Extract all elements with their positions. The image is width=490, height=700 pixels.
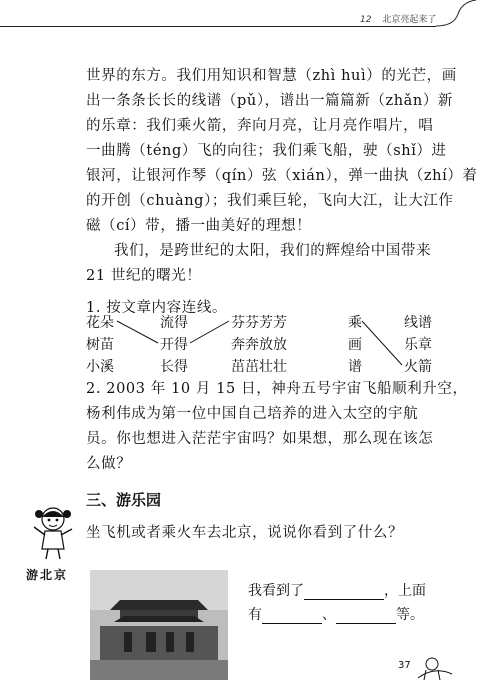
corner-figure-icon bbox=[414, 648, 456, 682]
text-line: 的开创（chuàng）；我们乘巨轮，飞向大江，让大江作 bbox=[86, 193, 454, 209]
text-line: 21 世纪的曙光！ bbox=[86, 268, 202, 284]
paragraph-1 bbox=[86, 64, 478, 239]
match-item[interactable]: 开得 bbox=[160, 337, 188, 353]
match-item[interactable]: 树苗 bbox=[86, 337, 114, 353]
text-line: 银河，让银河作琴（qín）弦（xián），弹一曲执（zhí）着 bbox=[86, 168, 478, 184]
header-page-number: 12 bbox=[360, 15, 372, 25]
match-item[interactable]: 谱 bbox=[348, 359, 362, 375]
text-line: 磁（cí）带，播一曲美好的理想！ bbox=[86, 218, 312, 234]
header-title: 北京亮起来了 bbox=[382, 15, 437, 25]
mascot-label: 游北京 bbox=[26, 568, 69, 582]
section-question bbox=[86, 521, 446, 546]
match-item[interactable]: 画 bbox=[348, 337, 362, 353]
connection-lines bbox=[86, 312, 446, 378]
text-line: 出一条条长长的线谱（pǔ），谱出一篇篇新（zhǎn）新 bbox=[86, 93, 454, 109]
match-item[interactable]: 小溪 bbox=[86, 359, 114, 375]
girl-mascot-icon bbox=[28, 505, 78, 563]
blank-field[interactable] bbox=[304, 583, 384, 600]
section-title: 三、游乐园 bbox=[86, 491, 162, 509]
match-item[interactable]: 流得 bbox=[160, 315, 188, 331]
running-header bbox=[360, 12, 436, 25]
text-line: 的乐章：我们乘火箭，奔向月亮，让月亮作唱片，唱 bbox=[86, 118, 434, 134]
blank-field[interactable] bbox=[262, 607, 322, 624]
match-item[interactable]: 乘 bbox=[348, 315, 362, 331]
text-line: 员。你也想进入茫茫宇宙吗？如果想，那么现在该怎 bbox=[86, 431, 434, 447]
text-line: 一曲腾（téng）飞的向往；我们乘飞船，驶（shǐ）进 bbox=[86, 143, 447, 159]
matching-exercise bbox=[86, 312, 446, 378]
exercise-title: 1. 按文章内容连线。 bbox=[86, 300, 228, 316]
text-line: 么做？ bbox=[86, 456, 132, 472]
blank-field[interactable] bbox=[336, 607, 396, 624]
page-number: 37 bbox=[398, 660, 411, 671]
match-item[interactable]: 花朵 bbox=[86, 315, 114, 331]
match-item[interactable]: 茁茁壮壮 bbox=[231, 359, 287, 375]
tiananmen-photo bbox=[90, 570, 228, 680]
match-item[interactable]: 火箭 bbox=[404, 359, 432, 375]
match-item[interactable]: 乐章 bbox=[404, 337, 432, 353]
answer-line-2: 有 、 等。 bbox=[248, 607, 424, 623]
text-line: 杨利伟成为第一位中国自己培养的进入太空的宇航 bbox=[86, 406, 419, 422]
match-item[interactable]: 长得 bbox=[160, 359, 188, 375]
match-item[interactable]: 奔奔放放 bbox=[231, 337, 287, 353]
header-corner-curve bbox=[436, 0, 490, 40]
question-text: 坐飞机或者乘火车去北京，说说你看到了什么？ bbox=[86, 525, 404, 541]
paragraph-2 bbox=[86, 239, 432, 289]
exercise-2 bbox=[86, 377, 468, 477]
text-line: 我们，是跨世纪的太阳，我们的辉煌给中国带来 bbox=[114, 243, 432, 259]
text-line: 2. 2003 年 10 月 15 日，神舟五号宇宙飞船顺利升空， bbox=[86, 381, 468, 397]
header-rule bbox=[0, 26, 436, 27]
match-item[interactable]: 芬芬芳芳 bbox=[231, 315, 287, 331]
match-item[interactable]: 线谱 bbox=[404, 315, 432, 331]
text-line: 世界的东方。我们用知识和智慧（zhì huì）的光芒，画 bbox=[86, 68, 457, 84]
answer-line-1: 我看到了 ，上面 bbox=[248, 583, 426, 599]
